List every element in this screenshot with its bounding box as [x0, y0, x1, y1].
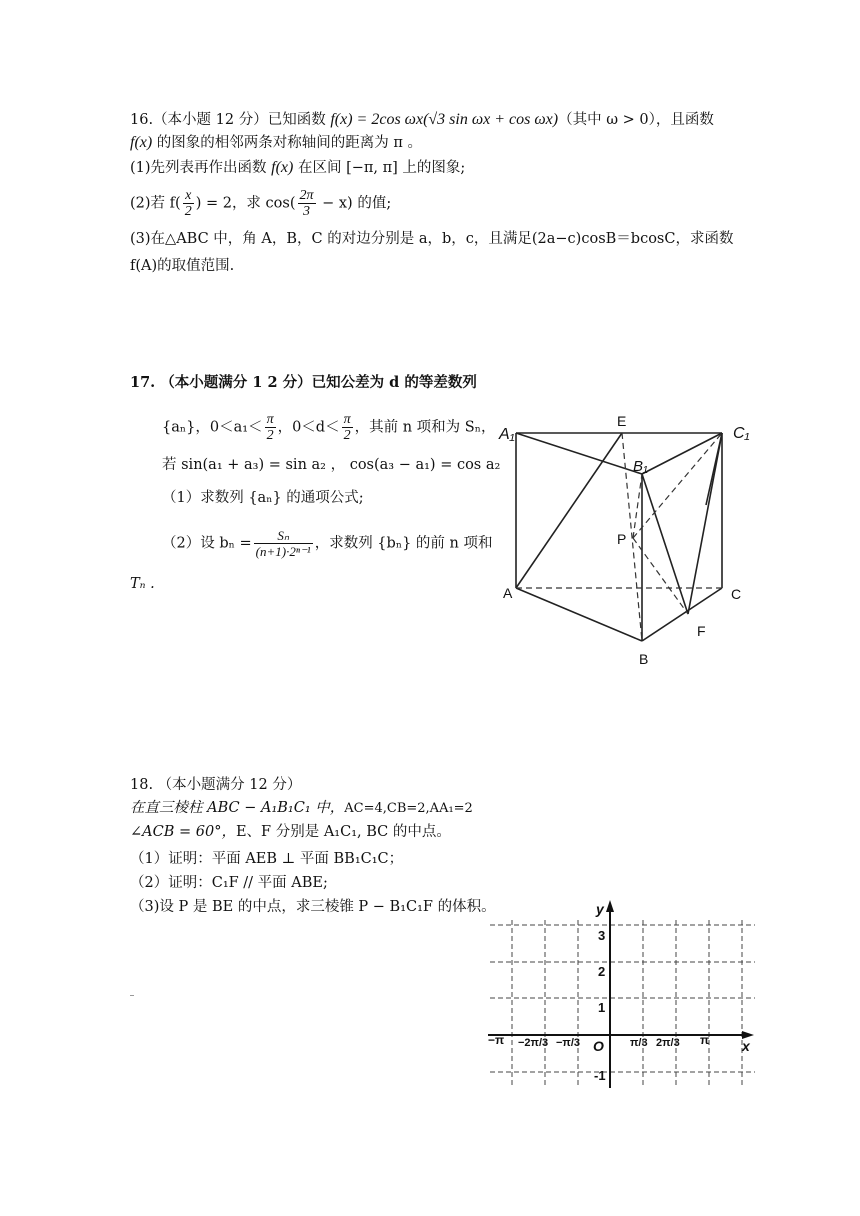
- x-tick-2pi3: 2π/3: [656, 1037, 680, 1049]
- q18-part3: （3)设 P 是 BE 的中点，求三棱锥 P − B₁C₁F 的体积。: [130, 899, 496, 915]
- q16-part3-line1: (3)在△ABC 中，角 A，B，C 的对边分别是 a，b，c，且满足(2a−c)cosB＝bcosC，求函数: [130, 231, 734, 247]
- y-tick-neg1: -1: [594, 1068, 606, 1083]
- q17-part1: （1）求数列 {aₙ} 的通项公式;: [162, 490, 364, 506]
- y-axis-label: y: [596, 901, 604, 917]
- y-tick-3: 3: [598, 928, 606, 943]
- x-tick-neg-pi3: −π/3: [556, 1037, 581, 1049]
- q18-line2: 在直三棱柱 ABC − A₁B₁C₁ 中，AC=4,CB=2,AA₁=2: [130, 800, 473, 816]
- label-f: F: [697, 623, 706, 639]
- label-b: B: [639, 651, 649, 667]
- y-tick-1: 1: [598, 1000, 606, 1015]
- x-tick-pi: π: [700, 1033, 710, 1047]
- label-e: E: [617, 413, 627, 429]
- y-tick-2: 2: [598, 964, 606, 979]
- fraction: $\frac{\pi}{2}$: [343, 412, 351, 443]
- q17-line2: {aₙ}，0＜a₁＜ $\frac{\pi}{2}$ ，0＜d＜ $\frac{\pi}{2}$ ，其前 n 项和为 Sₙ，: [162, 412, 496, 443]
- q16-line2: f(x) 的图象的相邻两条对称轴间的距离为 π 。: [130, 134, 423, 151]
- q18-part2: （2）证明：C₁F // 平面 ABE;: [130, 875, 328, 891]
- q17-line1: 17. （本小题满分 1 2 分）已知公差为 d 的等差数列: [130, 374, 477, 391]
- x-axis-label: x: [742, 1038, 750, 1054]
- q16-part3-line2: f(A)的取值范围.: [130, 258, 235, 274]
- label-b1: B₁: [633, 458, 648, 475]
- origin-label: O: [593, 1038, 604, 1054]
- fraction: $\frac{2\pi}{3}$: [299, 188, 314, 219]
- q18-line3: ∠ACB = 60°，E、F 分别是 A₁C₁, BC 的中点。: [130, 824, 451, 840]
- q16-line1: 16.（本小题 12 分）已知函数 f(x) = 2cos ωx(√3 sin ωx + cos ωx)（其中 ω > 0），且函数: [130, 111, 714, 128]
- fraction: $\frac{\text{Sₙ}}{\text{(n+1)·2ⁿ⁻¹}}$: [255, 528, 311, 559]
- y-axis-arrow: [606, 900, 614, 912]
- x-tick-neg-pi: −π: [488, 1033, 505, 1047]
- fraction: $\frac{\pi}{2}$: [266, 412, 274, 443]
- x-tick-pi3: π/3: [630, 1037, 648, 1049]
- q16-part2: (2)若 f( $\frac{x}{2}$ ) = 2，求 cos( $\frac{2\pi}{3}$ − x) 的值;: [130, 188, 392, 219]
- q18-line1: 18. （本小题满分 12 分）: [130, 777, 302, 793]
- x-tick-neg-2pi3: −2π/3: [518, 1037, 549, 1049]
- q17-part2: （2）设 bₙ = $\frac{\text{Sₙ}}{\text{(n+1)·2ⁿ⁻¹}}$ ，求数列 {bₙ} 的前 n 项和: [162, 528, 493, 559]
- label-c1: C₁: [733, 425, 750, 442]
- q18-part1: （1）证明：平面 AEB ⊥ 平面 BB₁C₁C；: [130, 851, 404, 867]
- q17-part2-tail: Tₙ .: [130, 576, 155, 592]
- fraction: $\frac{x}{2}$: [184, 188, 192, 219]
- label-c: C: [731, 586, 742, 602]
- label-a: A: [503, 585, 513, 601]
- grid-lines: [490, 920, 755, 1088]
- q16-part1: (1)先列表再作出函数 f(x) 在区间 [−π, π] 上的图象;: [130, 159, 466, 176]
- label-a1: A₁: [499, 426, 515, 443]
- label-p: P: [617, 531, 627, 547]
- q17-line3: 若 sin(a₁ + a₃) = sin a₂ ， cos(a₃ − a₁) = cos a₂: [162, 457, 501, 473]
